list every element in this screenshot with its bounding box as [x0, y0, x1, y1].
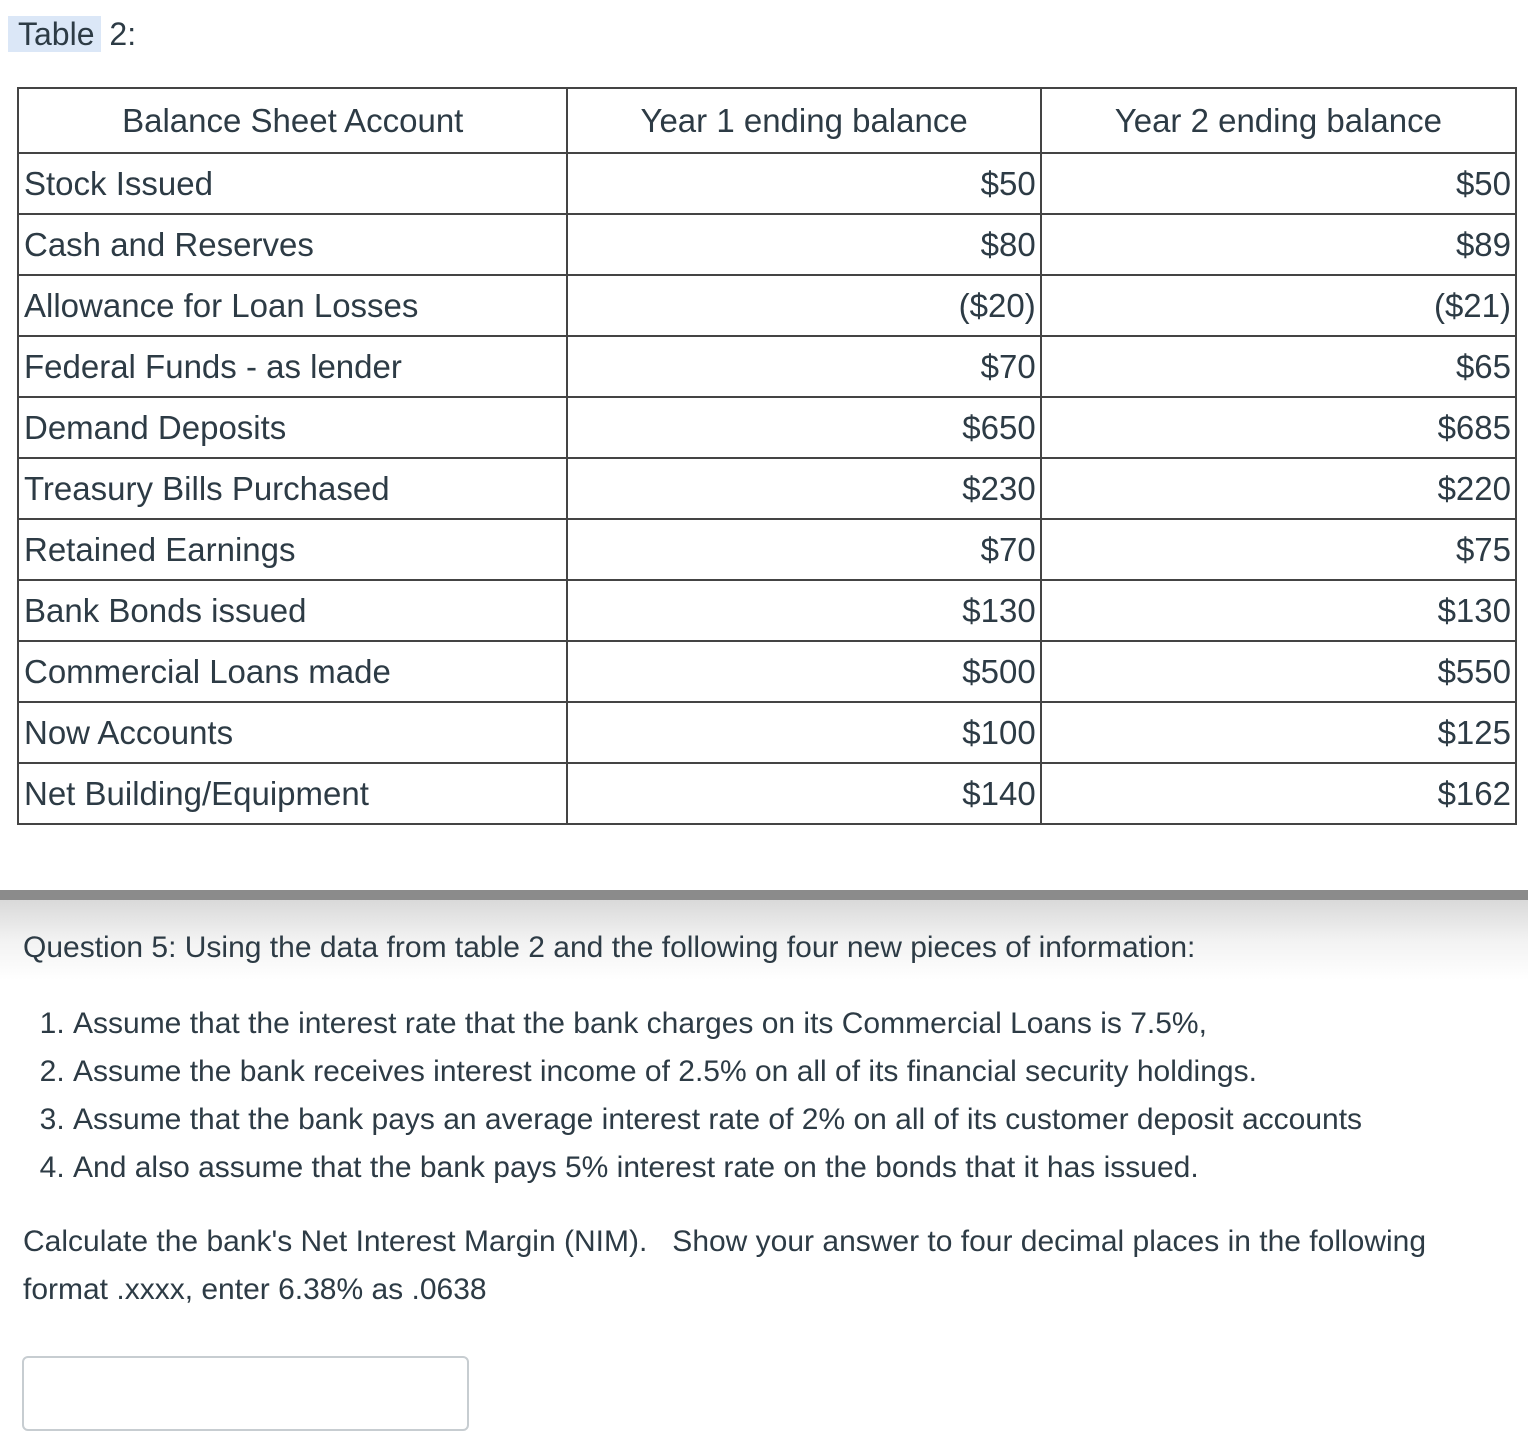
header-year1: Year 1 ending balance	[567, 88, 1040, 153]
list-item: 2. Assume the bank receives interest income of 2.5% on all of its financial security holdings.	[73, 1048, 1513, 1096]
year2-value: $50	[1041, 153, 1516, 214]
year1-value: ($20)	[567, 275, 1040, 336]
table-row	[18, 702, 1516, 763]
section-divider	[0, 890, 1528, 900]
answer-input[interactable]	[22, 1356, 469, 1431]
year2-value: $125	[1041, 702, 1516, 763]
table-row	[18, 153, 1516, 214]
year2-value: $130	[1041, 580, 1516, 641]
year2-value: $220	[1041, 458, 1516, 519]
account-name: Allowance for Loan Losses	[18, 275, 567, 336]
year1-value: $230	[567, 458, 1040, 519]
account-name: Stock Issued	[18, 153, 567, 214]
account-name: Commercial Loans made	[18, 641, 567, 702]
account-name: Demand Deposits	[18, 397, 567, 458]
question-block	[23, 928, 1513, 1314]
question-instructions	[23, 1218, 1513, 1314]
caption-rest: 2:	[100, 16, 137, 52]
year1-value: $100	[567, 702, 1040, 763]
table-row	[18, 519, 1516, 580]
year1-value: $650	[567, 397, 1040, 458]
account-name: Now Accounts	[18, 702, 567, 763]
caption-highlight: Table	[8, 16, 101, 52]
account-name: Cash and Reserves	[18, 214, 567, 275]
year1-value: $140	[567, 763, 1040, 824]
header-year2: Year 2 ending balance	[1041, 88, 1516, 153]
table-row	[18, 458, 1516, 519]
instructions-line-2: format .xxxx, enter 6.38% as .0638	[23, 1273, 487, 1306]
year2-value: $75	[1041, 519, 1516, 580]
table-row	[18, 580, 1516, 641]
year2-value: $89	[1041, 214, 1516, 275]
table-caption	[8, 14, 136, 54]
list-item: 3. Assume that the bank pays an average interest rate of 2% on all of its customer deposit accounts	[73, 1096, 1513, 1144]
year1-value: $70	[567, 336, 1040, 397]
year2-value: $550	[1041, 641, 1516, 702]
year1-value: $70	[567, 519, 1040, 580]
instructions-line-1: Calculate the bank's Net Interest Margin (NIM). Show your answer to four decimal places in the following	[23, 1225, 1427, 1258]
table-row	[18, 641, 1516, 702]
year1-value: $50	[567, 153, 1040, 214]
table-row	[18, 214, 1516, 275]
assumption-list	[23, 1000, 1513, 1192]
account-name: Net Building/Equipment	[18, 763, 567, 824]
year1-value: $500	[567, 641, 1040, 702]
table-row	[18, 397, 1516, 458]
year2-value: $65	[1041, 336, 1516, 397]
year1-value: $80	[567, 214, 1040, 275]
header-account: Balance Sheet Account	[18, 88, 567, 153]
balance-sheet-table	[17, 87, 1517, 825]
year1-value: $130	[567, 580, 1040, 641]
year2-value: ($21)	[1041, 275, 1516, 336]
year2-value: $162	[1041, 763, 1516, 824]
list-item: 1. Assume that the interest rate that the bank charges on its Commercial Loans is 7.5%,	[73, 1000, 1513, 1048]
table-row	[18, 275, 1516, 336]
year2-value: $685	[1041, 397, 1516, 458]
question-intro: Question 5: Using the data from table 2 and the following four new pieces of information:	[23, 931, 1196, 964]
account-name: Bank Bonds issued	[18, 580, 567, 641]
account-name: Treasury Bills Purchased	[18, 458, 567, 519]
table-row	[18, 336, 1516, 397]
account-name: Retained Earnings	[18, 519, 567, 580]
table-row	[18, 763, 1516, 824]
account-name: Federal Funds - as lender	[18, 336, 567, 397]
list-item: 4. And also assume that the bank pays 5% interest rate on the bonds that it has issued.	[73, 1144, 1513, 1192]
table-header-row	[18, 88, 1516, 153]
